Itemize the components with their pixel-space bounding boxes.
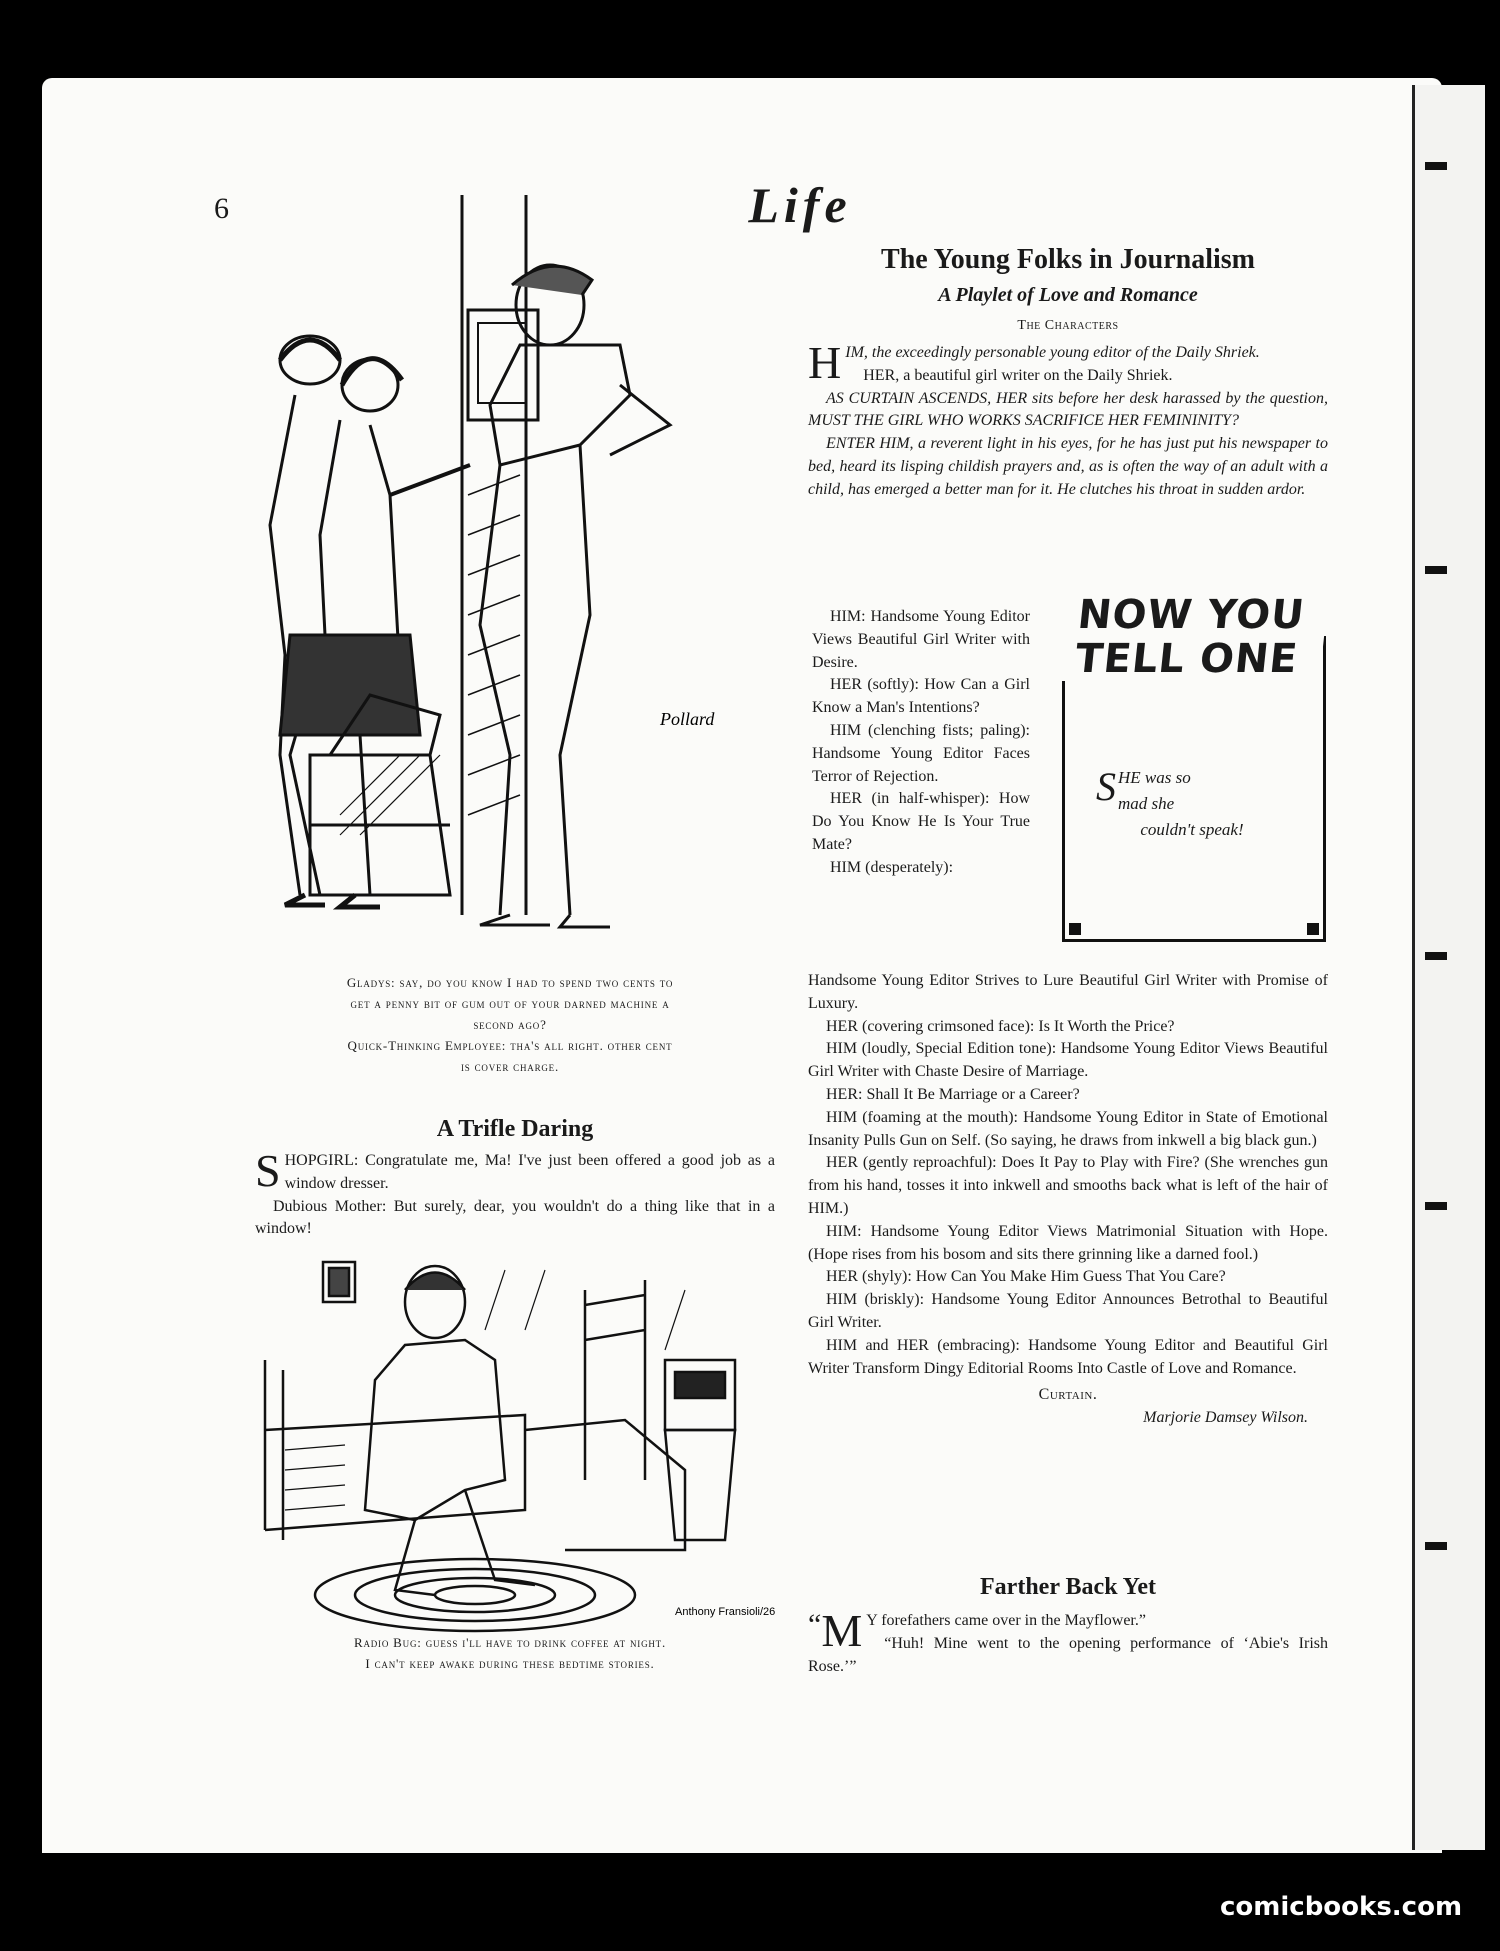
cartoon2-caption <box>240 1632 780 1674</box>
box-title <box>1049 593 1328 681</box>
cartoon1-caption <box>240 972 780 1077</box>
playlet-intro <box>808 337 1328 502</box>
playlet-line: Handsome Young Editor Strives to Lure Beautiful Girl Writer with Promise of Luxury. <box>808 972 1328 1012</box>
farther-line: Y forefathers came over in the Mayflower.” <box>866 1612 1146 1629</box>
characters-heading: The Characters <box>1017 318 1119 333</box>
box-title-line: TELL ONE <box>1073 636 1301 682</box>
playlet-line: HIM (foaming at the mouth): Handsome Young Editor in State of Emotional Insanity Pulls Gun on Self. (So saying, he draws from inkwell a big black gun.) <box>808 1108 1328 1149</box>
playlet-line: HIM (loudly, Special Edition tone): Handsome Young Editor Views Beautiful Girl Writer with Chaste Desire of Marriage. <box>808 1040 1328 1081</box>
adjacent-page-edge <box>1412 85 1485 1850</box>
box-title-line: NOW YOU <box>1075 592 1308 638</box>
playlet-paragraph: IM, the exceedingly personable young editor of the Daily Shriek. <box>845 344 1260 361</box>
playlet-line: HIM: Handsome Young Editor Views Matrimonial Situation with Hope. (Hope rises from his bosom and sits there grinning like a darned fool.) <box>808 1222 1328 1263</box>
playlet-line: HER (gently reproachful): Does It Pay to Play with Fire? (She wrenches gun from his hand, tosses it into inkwell and smooths back what is left of the hair of HIM.) <box>808 1154 1328 1217</box>
binding-mark <box>1425 162 1447 170</box>
farther-body <box>808 1605 1328 1678</box>
playlet-narrow-column <box>812 606 1030 880</box>
playlet-line: HER (in half-whisper): How Do You Know He Is Your True Mate? <box>812 790 1030 853</box>
playlet-title: The Young Folks in Journalism <box>881 244 1255 275</box>
playlet-wide-column <box>808 970 1328 1430</box>
box-line: couldn't speak! <box>1140 820 1244 839</box>
caption-line: I can't keep awake during these bedtime stories. <box>365 1656 655 1671</box>
playlet-line: HIM (desperately): <box>830 858 954 876</box>
trifle-dropcap: S <box>255 1145 281 1196</box>
curtain-end: Curtain. <box>1038 1386 1098 1404</box>
caption-line: second ago? <box>473 1017 547 1032</box>
box-corner <box>1307 923 1319 935</box>
playlet-paragraph: HER, a beautiful girl writer on the Daily Shriek. <box>863 366 1173 384</box>
masthead-logo: Life <box>748 177 852 233</box>
box-joke <box>1072 765 1312 843</box>
playlet-subtitle: A Playlet of Love and Romance <box>938 284 1198 306</box>
cartoon1-signature: Pollard <box>660 709 715 729</box>
cartoon2-signature: Anthony Fransioli/26 <box>675 1606 776 1618</box>
playlet-line: HIM: Handsome Young Editor Views Beautiful Girl Writer with Desire. <box>812 608 1030 671</box>
farther-quote: “ <box>808 1608 822 1641</box>
playlet-line: HER: Shall It Be Marriage or a Career? <box>826 1085 1080 1103</box>
cartoon-radio-bug-illustration <box>265 1250 776 1640</box>
farther-title: Farther Back Yet <box>980 1574 1156 1600</box>
playlet-line: HER (covering crimsoned face): Is It Worth the Price? <box>826 1017 1175 1035</box>
caption-line: Radio Bug: guess i'll have to drink coffee at night. <box>353 1635 667 1650</box>
box-dropcap: S <box>1096 764 1116 809</box>
page-number: 6 <box>214 192 229 225</box>
trifle-paragraph: Dubious Mother: But surely, dear, you wouldn't do a thing like that in a window! <box>255 1197 775 1238</box>
playlet-author: Marjorie Damsey Wilson. <box>1143 1409 1308 1427</box>
playlet-line: HER (shyly): How Can You Make Him Guess That You Care? <box>826 1268 1226 1286</box>
box-line: mad she <box>1118 794 1175 813</box>
trifle-body <box>255 1145 775 1241</box>
watermark: comicbooks.com <box>1220 1892 1463 1922</box>
caption-line: get a penny bit of gum out of your darned machine a <box>350 996 670 1011</box>
binding-mark <box>1425 1542 1447 1550</box>
box-corner <box>1069 923 1081 935</box>
playlet-dropcap: H <box>808 337 842 388</box>
binding-mark <box>1425 1202 1447 1210</box>
caption-line: Gladys: say, do you know I had to spend two cents to <box>346 975 674 990</box>
caption-line: is cover charge. <box>460 1059 560 1074</box>
caption-line: Quick-Thinking Employee: tha's all right. other cent <box>347 1038 673 1053</box>
binding-mark <box>1425 952 1447 960</box>
playlet-line: HIM (briskly): Handsome Young Editor Announces Betrothal to Beautiful Girl Writer. <box>808 1291 1328 1331</box>
binding-mark <box>1425 566 1447 574</box>
farther-dropcap: M <box>821 1605 863 1656</box>
farther-line: “Huh! Mine went to the opening performance of ‘Abie's Irish Rose.’” <box>808 1634 1328 1675</box>
playlet-paragraph: ENTER HIM, a reverent light in his eyes, for he has just put his newspaper to bed, heard its lisping childish prayers and, as is often the way of an adult with a child, has emerged a better man for it. He clutches his throat in sudden ardor. <box>808 435 1328 498</box>
trifle-title: A Trifle Daring <box>436 1116 594 1142</box>
playlet-line: HIM and HER (embracing): Handsome Young Editor and Beautiful Girl Writer Transform Dingy Editorial Rooms Into Castle of Love and Romance. <box>808 1336 1328 1377</box>
cartoon-gum-machine-illustration <box>250 195 750 935</box>
playlet-line: HIM (clenching fists; paling): Handsome Young Editor Faces Terror of Rejection. <box>812 721 1030 785</box>
playlet-paragraph: AS CURTAIN ASCENDS, HER sits before her desk harassed by the question, MUST THE GIRL WHO WORKS SACRIFICE HER FEMININITY? <box>808 389 1328 430</box>
playlet-line: HER (softly): How Can a Girl Know a Man's Intentions? <box>812 676 1030 717</box>
trifle-paragraph: HOPGIRL: Congratulate me, Ma! I've just been offered a good job as a window dresser. <box>284 1152 775 1192</box>
box-line: HE was so <box>1118 768 1191 787</box>
